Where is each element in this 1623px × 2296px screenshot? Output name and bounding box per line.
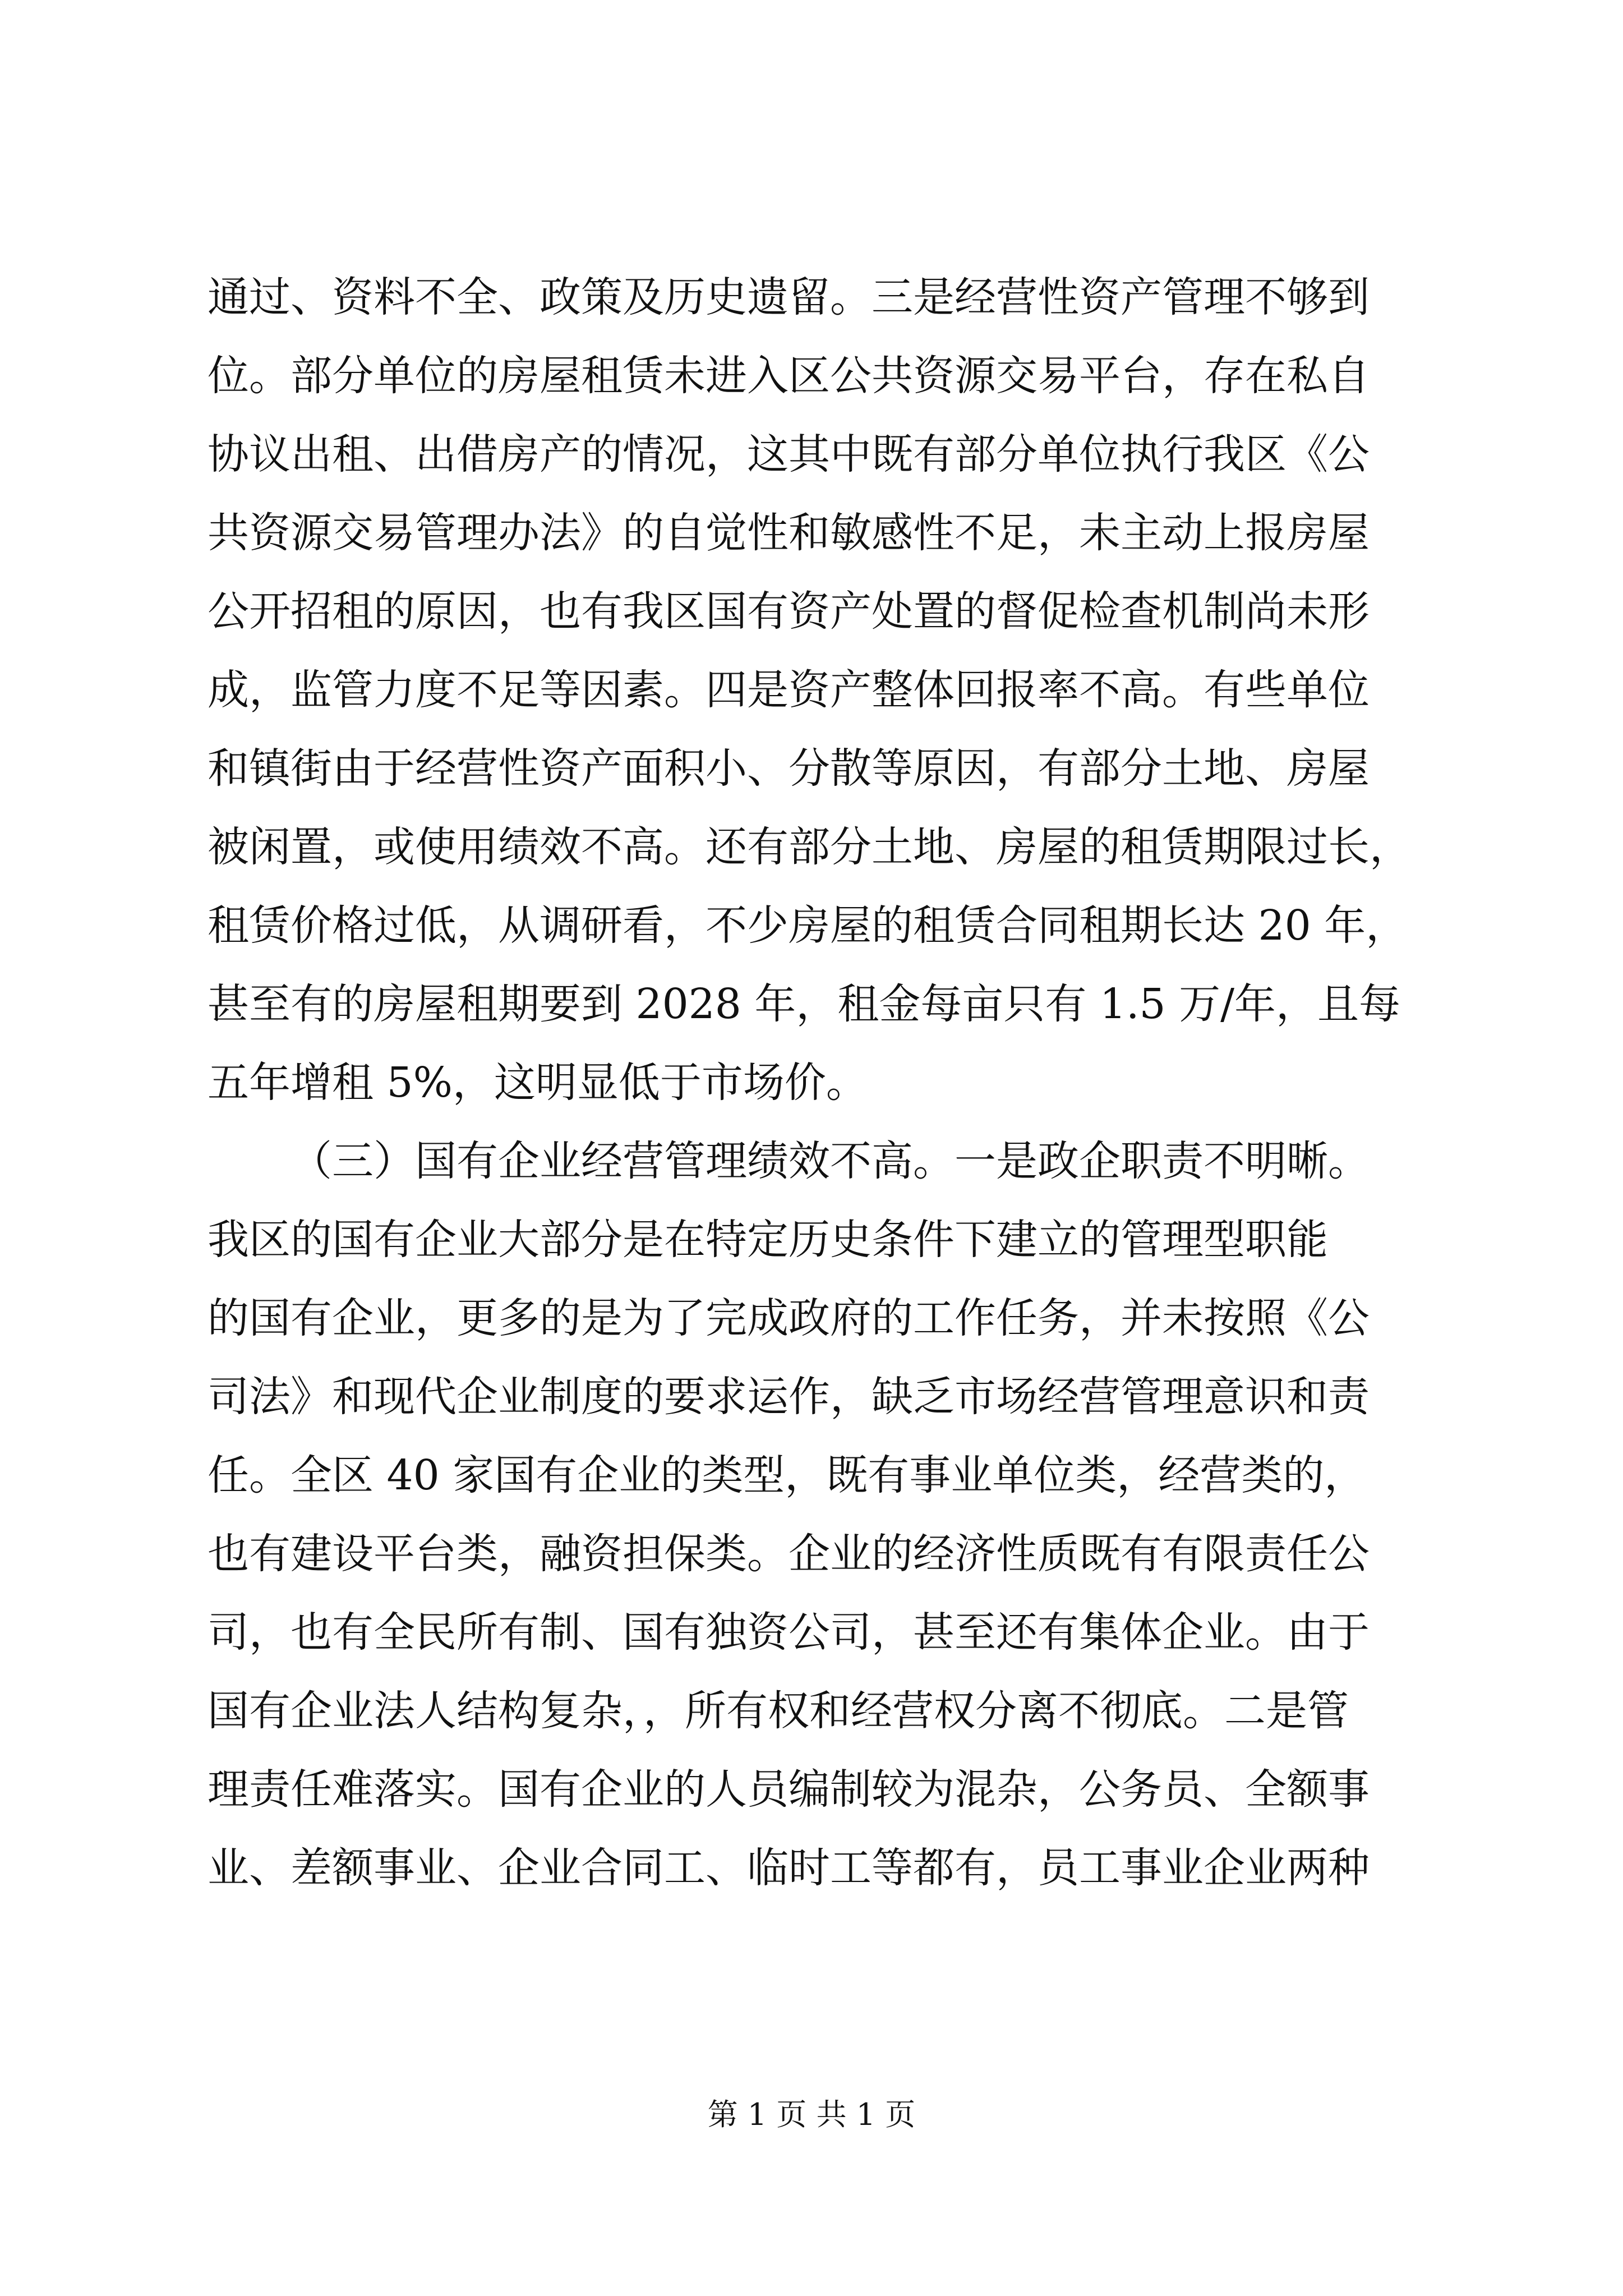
- text-line-16: 任。全区 40 家国有企业的类型，既有事业单位类，经营类的，: [208, 1451, 1366, 1499]
- text-line-2: 位。部分单位的房屋租赁未进入区公共资源交易平台，存在私自: [208, 352, 1370, 400]
- text-line-10: 甚至有的房屋租期要到 2028 年，租金每亩只有 1.5 万/年，且每: [208, 980, 1401, 1028]
- text-line-1: 通过、资料不全、政策及历史遗留。三是经营性资产管理不够到: [208, 273, 1370, 321]
- text-line-3: 协议出租、出借房产的情况，这其中既有部分单位执行我区《公: [208, 430, 1370, 478]
- text-line-7: 和镇街由于经营性资产面积小、分散等原因，有部分土地、房屋: [208, 744, 1370, 793]
- text-line-18: 司，也有全民所有制、国有独资公司，甚至还有集体企业。由于: [208, 1608, 1370, 1657]
- text-line-15: 司法》和现代企业制度的要求运作，缺乏市场经营管理意识和责: [208, 1373, 1370, 1421]
- text-line-13: 我区的国有企业大部分是在特定历史条件下建立的管理型职能: [208, 1216, 1328, 1264]
- text-line-9: 租赁价格过低，从调研看，不少房屋的租赁合同租期长达 20 年，: [208, 901, 1408, 950]
- text-line-20: 理责任难落实。国有企业的人员编制较为混杂，公务员、全额事: [208, 1765, 1370, 1814]
- text-line-6: 成，监管力度不足等因素。四是资产整体回报率不高。有些单位: [208, 666, 1370, 714]
- text-line-19: 国有企业法人结构复杂，，所有权和经营权分离不彻底。二是管: [208, 1687, 1349, 1735]
- text-line-21: 业、差额事业、企业合同工、临时工等都有，员工事业企业两种: [208, 1844, 1370, 1892]
- text-line-17: 也有建设平台类，融资担保类。企业的经济性质既有有限责任公: [208, 1530, 1370, 1578]
- text-line-11: 五年增租 5%，这明显低于市场价。: [208, 1059, 868, 1107]
- text-line-4: 共资源交易管理办法》的自觉性和敏感性不足，未主动上报房屋: [208, 509, 1370, 557]
- text-line-5: 公开招租的原因，也有我区国有资产处置的督促检查机制尚未形: [208, 587, 1370, 636]
- text-line-8: 被闲置，或使用绩效不高。还有部分土地、房屋的租赁期限过长，: [208, 823, 1411, 871]
- section-heading-line: （三）国有企业经营管理绩效不高。一是政企职责不明晰。: [291, 1137, 1370, 1185]
- text-line-14: 的国有企业，更多的是为了完成政府的工作任务，并未按照《公: [208, 1294, 1370, 1342]
- page-footer: 第 1 页 共 1 页: [707, 2097, 916, 2132]
